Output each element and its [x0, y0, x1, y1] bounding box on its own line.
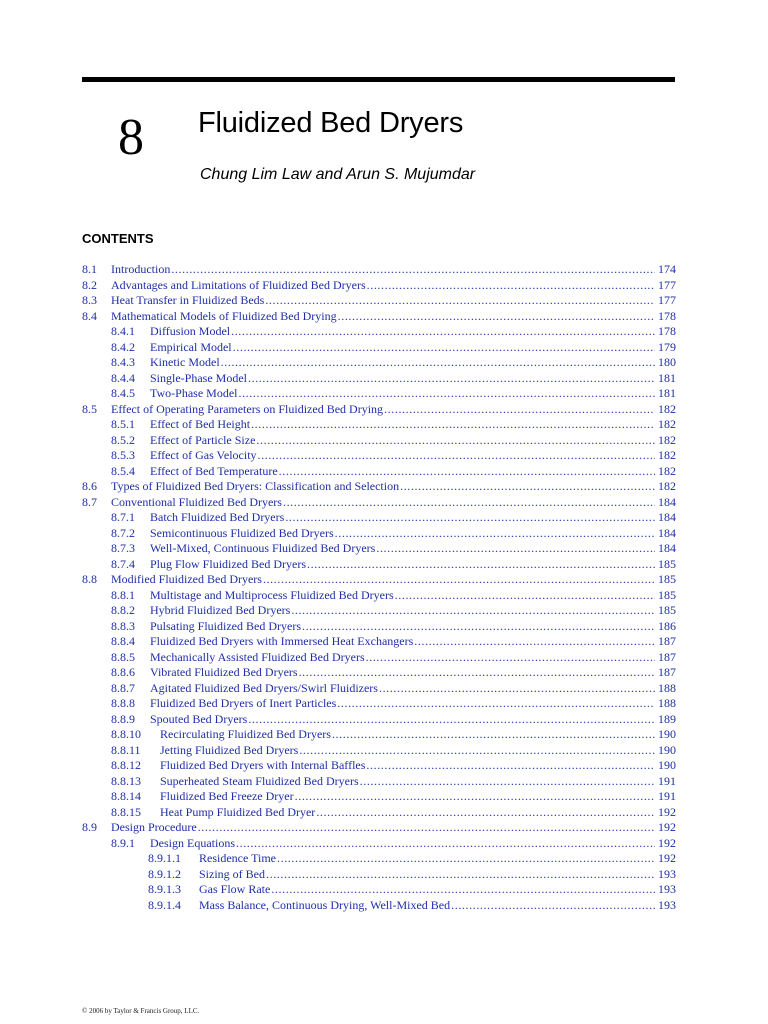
toc-entry-page[interactable]: 187	[658, 665, 676, 679]
toc-entry-title[interactable]: Kinetic Model	[150, 355, 220, 369]
toc-entry-page[interactable]: 192	[658, 804, 676, 819]
toc-entry[interactable]	[82, 743, 676, 759]
toc-entry-page[interactable]: 177	[658, 277, 676, 292]
toc-entry[interactable]	[82, 727, 676, 743]
toc-dot-leader	[299, 665, 655, 681]
toc-dot-leader	[265, 293, 655, 309]
toc-entry-title[interactable]: Gas Flow Rate	[199, 882, 271, 896]
toc-entry-title[interactable]: Residence Time	[199, 851, 276, 865]
toc-entry[interactable]	[82, 634, 676, 650]
toc-entry-title[interactable]: Design Procedure	[111, 820, 197, 834]
toc-entry-number: 8.4.1	[111, 324, 135, 338]
toc-dot-leader	[338, 309, 655, 325]
toc-dot-leader	[283, 495, 655, 511]
toc-entry-title[interactable]: Pulsating Fluidized Bed Dryers	[150, 618, 301, 633]
toc-entry[interactable]	[82, 851, 676, 867]
toc-entry[interactable]	[82, 324, 676, 340]
toc-entry[interactable]	[82, 479, 676, 495]
toc-entry-number: 8.4.3	[111, 355, 135, 369]
toc-entry-number: 8.4.5	[111, 386, 135, 400]
toc-entry-title[interactable]: Empirical Model	[150, 339, 232, 354]
toc-entry[interactable]	[82, 417, 676, 433]
toc-entry[interactable]	[82, 495, 676, 511]
toc-entry-number: 8.7.3	[111, 541, 135, 555]
toc-entry-title[interactable]: Vibrated Fluidized Bed Dryers	[150, 665, 298, 679]
toc-dot-leader	[266, 867, 655, 883]
toc-entry-number: 8.8.2	[111, 603, 135, 617]
toc-entry-page[interactable]: 189	[658, 711, 676, 726]
toc-entry-number: 8.2	[82, 277, 97, 292]
toc-entry-page[interactable]: 191	[658, 773, 676, 788]
toc-dot-leader	[233, 340, 655, 356]
toc-entry-number: 8.9.1	[111, 835, 135, 850]
toc-entry-number: 8.9.1.1	[148, 851, 181, 865]
toc-dot-leader	[236, 836, 655, 852]
toc-entry-title[interactable]: Agitated Fluidized Bed Dryers/Swirl Fluidizers	[150, 680, 378, 695]
toc-entry[interactable]	[82, 696, 676, 712]
toc-entry-number: 8.1	[82, 262, 97, 276]
toc-entry-title[interactable]: Modified Fluidized Bed Dryers	[111, 572, 262, 586]
toc-entry-number: 8.4.4	[111, 370, 135, 385]
toc-entry-page[interactable]: 185	[658, 587, 676, 602]
toc-dot-leader	[299, 743, 655, 759]
toc-dot-leader	[302, 619, 655, 635]
toc-entry-number: 8.8.14	[111, 789, 141, 803]
toc-dot-leader	[279, 464, 655, 480]
toc-entry-number: 8.7.1	[111, 510, 135, 524]
toc-entry-number: 8.8.9	[111, 711, 135, 726]
toc-dot-leader	[248, 371, 655, 387]
toc-entry[interactable]	[82, 836, 676, 852]
toc-entry[interactable]	[82, 309, 676, 325]
toc-entry-page[interactable]: 185	[658, 556, 676, 571]
toc-entry-number: 8.8.11	[111, 742, 141, 757]
toc-entry-page[interactable]: 184	[658, 541, 676, 555]
toc-entry[interactable]	[82, 898, 676, 914]
toc-dot-leader	[251, 417, 655, 433]
toc-entry-page[interactable]: 193	[658, 897, 676, 912]
toc-entry-page[interactable]: 178	[658, 308, 676, 323]
toc-dot-leader	[379, 681, 655, 697]
toc-dot-leader	[395, 588, 655, 604]
toc-entry-page[interactable]: 182	[658, 463, 676, 478]
chapter-title: Fluidized Bed Dryers	[198, 107, 464, 139]
toc-entry-number: 8.5.4	[111, 463, 135, 478]
toc-entry-page[interactable]: 179	[658, 339, 676, 354]
toc-entry[interactable]	[82, 867, 676, 883]
toc-entry-number: 8.8.3	[111, 618, 135, 633]
toc-dot-leader	[367, 278, 655, 294]
toc-dot-leader	[360, 774, 655, 790]
toc-entry-page[interactable]: 181	[658, 370, 676, 385]
toc-entry-page[interactable]: 182	[658, 448, 676, 462]
toc-entry-title[interactable]: Fluidized Bed Dryers with Internal Baffles	[160, 758, 366, 772]
toc-entry-number: 8.9.1.2	[148, 866, 181, 881]
toc-entry-number: 8.8.6	[111, 665, 135, 679]
toc-entry-title[interactable]: Superheated Steam Fluidized Bed Dryers	[160, 773, 359, 788]
toc-entry-page[interactable]: 182	[658, 417, 676, 431]
toc-entry-page[interactable]: 182	[658, 432, 676, 447]
toc-entry-number: 8.4.2	[111, 339, 135, 354]
toc-dot-leader	[263, 572, 655, 588]
toc-entry-title[interactable]: Well-Mixed, Continuous Fluidized Bed Dryers	[150, 541, 376, 555]
toc-entry[interactable]	[82, 774, 676, 790]
chapter-authors: Chung Lim Law and Arun S. Mujumdar	[200, 166, 476, 183]
toc-entry[interactable]	[82, 681, 676, 697]
toc-entry-page[interactable]: 188	[658, 680, 676, 695]
toc-entry-title[interactable]: Fluidized Bed Dryers with Immersed Heat Exchangers	[150, 634, 414, 648]
toc-entry-page[interactable]: 193	[658, 866, 676, 881]
toc-entry-title[interactable]: Two-Phase Model	[150, 386, 238, 400]
toc-entry-page[interactable]: 178	[658, 324, 676, 338]
toc-entry-number: 8.5.3	[111, 448, 135, 462]
toc-entry[interactable]	[82, 557, 676, 573]
toc-entry-page[interactable]: 185	[658, 603, 676, 617]
copyright-notice: © 2006 by Taylor & Francis Group, LLC.	[82, 1007, 200, 1015]
toc-entry-number: 8.8.5	[111, 649, 135, 664]
toc-entry[interactable]	[82, 758, 676, 774]
toc-entry[interactable]	[82, 402, 676, 418]
toc-entry-title[interactable]: Semicontinuous Fluidized Bed Dryers	[150, 525, 334, 540]
toc-entry[interactable]	[82, 262, 676, 278]
toc-entry-page[interactable]: 192	[658, 851, 676, 865]
toc-entry-title[interactable]: Effect of Bed Temperature	[150, 463, 278, 478]
toc-dot-leader	[238, 386, 655, 402]
toc-entry-page[interactable]: 187	[658, 649, 676, 664]
toc-dot-leader	[400, 479, 655, 495]
toc-entry-page[interactable]: 190	[658, 742, 676, 757]
toc-dot-leader	[366, 758, 655, 774]
toc-entry-page[interactable]: 187	[658, 634, 676, 648]
toc-entry[interactable]	[82, 541, 676, 557]
toc-entry-title[interactable]: Effect of Particle Size	[150, 432, 256, 447]
toc-entry-page[interactable]: 177	[658, 293, 676, 307]
toc-dot-leader	[258, 448, 655, 464]
toc-entry[interactable]	[82, 712, 676, 728]
toc-dot-leader	[332, 727, 655, 743]
toc-entry-page[interactable]: 180	[658, 355, 676, 369]
toc-dot-leader	[307, 557, 655, 573]
toc-entry-page[interactable]: 193	[658, 882, 676, 896]
toc-entry[interactable]	[82, 464, 676, 480]
toc-entry-title[interactable]: Recirculating Fluidized Bed Dryers	[160, 727, 331, 741]
toc-entry-page[interactable]: 186	[658, 618, 676, 633]
toc-dot-leader	[285, 510, 655, 526]
toc-dot-leader	[451, 898, 655, 914]
toc-entry-number: 8.8.4	[111, 634, 135, 648]
toc-entry-number: 8.8.7	[111, 680, 135, 695]
toc-dot-leader	[221, 355, 655, 371]
toc-entry-page[interactable]: 185	[658, 572, 676, 586]
toc-entry[interactable]	[82, 340, 676, 356]
toc-entry-page[interactable]: 184	[658, 510, 676, 524]
toc-entry-page[interactable]: 192	[658, 835, 676, 850]
toc-entry-page[interactable]: 182	[658, 401, 676, 416]
toc-entry-title[interactable]: Types of Fluidized Bed Dryers: Classification and Selection	[111, 479, 400, 493]
chapter-number: 8	[118, 109, 144, 166]
toc-entry[interactable]	[82, 433, 676, 449]
toc-entry-title[interactable]: Multistage and Multiprocess Fluidized Bed Dryers	[150, 587, 394, 602]
toc-entry-number: 8.4	[82, 308, 97, 323]
toc-entry-page[interactable]: 190	[658, 758, 676, 772]
toc-entry[interactable]	[82, 650, 676, 666]
toc-dot-leader	[256, 433, 655, 449]
toc-entry-number: 8.9.1.3	[148, 882, 181, 896]
toc-entry-title[interactable]: Batch Fluidized Bed Dryers	[150, 510, 285, 524]
toc-entry[interactable]	[82, 278, 676, 294]
toc-entry[interactable]	[82, 510, 676, 526]
toc-dot-leader	[384, 402, 655, 418]
toc-entry-page[interactable]: 184	[658, 494, 676, 509]
toc-entry-title[interactable]: Diffusion Model	[150, 324, 231, 338]
toc-entry-number: 8.8.13	[111, 773, 141, 788]
toc-dot-leader	[171, 262, 655, 278]
toc-dot-leader	[291, 603, 655, 619]
toc-dot-leader	[198, 820, 655, 836]
toc-entry-title[interactable]: Sizing of Bed	[199, 866, 265, 881]
toc-entry-title[interactable]: Effect of Gas Velocity	[150, 448, 257, 462]
toc-entry-number: 8.9.1.4	[148, 897, 181, 912]
toc-entry-number: 8.8.1	[111, 587, 135, 602]
toc-entry[interactable]	[82, 789, 676, 805]
toc-entry-title[interactable]: Effect of Bed Height	[150, 417, 251, 431]
toc-entry[interactable]	[82, 526, 676, 542]
toc-entry-page[interactable]: 190	[658, 727, 676, 741]
toc-dot-leader	[414, 634, 655, 650]
toc-entry-number: 8.8.15	[111, 804, 141, 819]
toc-entry-number: 8.7	[82, 494, 97, 509]
toc-entry-title[interactable]: Mathematical Models of Fluidized Bed Drying	[111, 308, 337, 323]
toc-entry[interactable]	[82, 805, 676, 821]
toc-dot-leader	[366, 650, 655, 666]
toc-entry[interactable]	[82, 572, 676, 588]
toc-dot-leader	[271, 882, 655, 898]
toc-entry-page[interactable]: 188	[658, 696, 676, 710]
toc-dot-leader	[316, 805, 655, 821]
table-of-contents	[82, 262, 676, 913]
toc-entry[interactable]	[82, 386, 676, 402]
toc-entry-title[interactable]: Advantages and Limitations of Fluidized Bed Dryers	[111, 277, 366, 292]
toc-entry-number: 8.5.1	[111, 417, 135, 431]
toc-dot-leader	[231, 324, 655, 340]
toc-entry[interactable]	[82, 371, 676, 387]
toc-entry-title[interactable]: Hybrid Fluidized Bed Dryers	[150, 603, 291, 617]
toc-entry-title[interactable]: Mechanically Assisted Fluidized Bed Dryers	[150, 649, 365, 664]
toc-entry-title[interactable]: Jetting Fluidized Bed Dryers	[160, 742, 299, 757]
toc-dot-leader	[335, 526, 655, 542]
toc-entry-title[interactable]: Introduction	[111, 262, 171, 276]
toc-entry-number: 8.5.2	[111, 432, 135, 447]
top-rule	[82, 77, 675, 82]
toc-entry-number: 8.8	[82, 572, 97, 586]
toc-entry-page[interactable]: 192	[658, 820, 676, 834]
toc-entry[interactable]	[82, 603, 676, 619]
toc-dot-leader	[376, 541, 655, 557]
toc-entry-number: 8.8.12	[111, 758, 141, 772]
toc-entry-page[interactable]: 184	[658, 525, 676, 540]
toc-entry-page[interactable]: 182	[658, 479, 676, 493]
toc-entry-title[interactable]: Single-Phase Model	[150, 370, 247, 385]
toc-entry-number: 8.8.10	[111, 727, 141, 741]
toc-entry-page[interactable]: 191	[658, 789, 676, 803]
toc-dot-leader	[295, 789, 655, 805]
toc-entry-title[interactable]: Heat Pump Fluidized Bed Dryer	[160, 804, 316, 819]
toc-dot-leader	[248, 712, 655, 728]
toc-entry-title[interactable]: Effect of Operating Parameters on Fluidized Bed Drying	[111, 401, 384, 416]
toc-entry-title[interactable]: Fluidized Bed Freeze Dryer	[160, 789, 294, 803]
toc-entry-number: 8.3	[82, 293, 97, 307]
toc-entry-number: 8.5	[82, 401, 97, 416]
toc-entry[interactable]	[82, 588, 676, 604]
toc-entry[interactable]	[82, 448, 676, 464]
toc-entry-title[interactable]: Fluidized Bed Dryers of Inert Particles	[150, 696, 337, 710]
toc-entry[interactable]	[82, 619, 676, 635]
toc-entry[interactable]	[82, 820, 676, 836]
toc-entry[interactable]	[82, 882, 676, 898]
contents-heading: CONTENTS	[82, 231, 154, 246]
toc-entry-number: 8.6	[82, 479, 97, 493]
toc-entry-number: 8.8.8	[111, 696, 135, 710]
toc-entry-title[interactable]: Heat Transfer in Fluidized Beds	[111, 293, 265, 307]
toc-entry[interactable]	[82, 355, 676, 371]
toc-entry-page[interactable]: 181	[658, 386, 676, 400]
toc-entry-title[interactable]: Mass Balance, Continuous Drying, Well-Mixed Bed	[199, 897, 451, 912]
toc-entry[interactable]	[82, 293, 676, 309]
toc-entry-number: 8.9	[82, 820, 97, 834]
toc-entry-title[interactable]: Conventional Fluidized Bed Dryers	[111, 494, 282, 509]
toc-entry-number: 8.7.2	[111, 525, 135, 540]
toc-entry[interactable]	[82, 665, 676, 681]
toc-entry-title[interactable]: Plug Flow Fluidized Bed Dryers	[150, 556, 306, 571]
toc-dot-leader	[337, 696, 655, 712]
toc-dot-leader	[277, 851, 655, 867]
toc-entry-page[interactable]: 174	[658, 262, 676, 276]
toc-entry-title[interactable]: Spouted Bed Dryers	[150, 711, 248, 726]
toc-entry-number: 8.7.4	[111, 556, 135, 571]
toc-entry-title[interactable]: Design Equations	[150, 835, 235, 850]
